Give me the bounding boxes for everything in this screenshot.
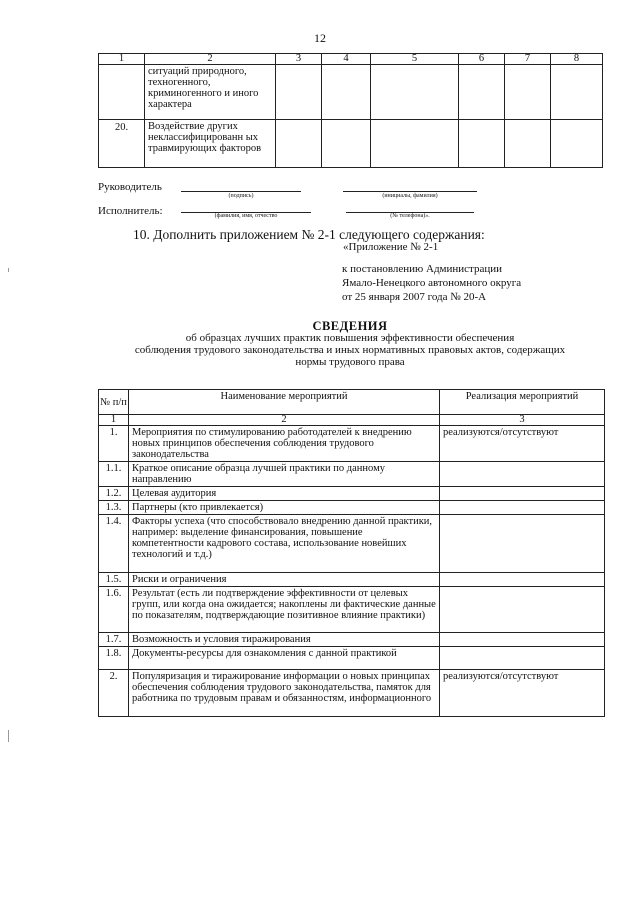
row-text: Воздействие других неклассифицированн ых травмирующих факторов — [145, 120, 276, 168]
header-cell: 6 — [459, 54, 505, 65]
executor-phone-caption: (№ телефона)». — [390, 213, 430, 219]
row-number: 1.4. — [99, 515, 129, 573]
practices-table — [98, 389, 605, 717]
document-subtitle — [90, 332, 610, 368]
table-row — [99, 515, 605, 573]
header-impl: Реализация мероприятий — [440, 390, 605, 415]
top-table-header — [99, 54, 603, 65]
row-impl — [440, 573, 605, 587]
top-table — [98, 53, 603, 168]
ref-line: к постановлению Администрации — [342, 263, 503, 275]
row-name: Результат (есть ли подтверждение эффективности от целевых групп, или когда она ожидается; накоплены ли фактические данные по показателям, подтверждающие позитивное влияние практики) — [129, 587, 440, 633]
executor-name-caption: (фамилия, имя, отчество — [214, 213, 278, 219]
header-cell: 5 — [371, 54, 459, 65]
scan-mark — [8, 730, 9, 742]
header-cell: 1 — [99, 54, 145, 65]
index-row — [99, 415, 605, 426]
row-name: Возможность и условия тиражирования — [129, 633, 440, 647]
row-impl: реализуются/отсутствуют — [440, 426, 605, 462]
row-number: 20. — [99, 120, 145, 168]
row-impl — [440, 501, 605, 515]
header-name: Наименование мероприятий — [129, 390, 440, 415]
row-name: Краткое описание образца лучшей практики по данному направлению — [129, 462, 440, 487]
signature-line — [343, 191, 477, 192]
header-cell: 4 — [322, 54, 371, 65]
index-cell: 3 — [440, 415, 605, 426]
head-label: Руководитель — [98, 181, 162, 193]
row-name: Документы-ресурсы для ознакомления с данной практикой — [129, 647, 440, 670]
row-impl — [440, 487, 605, 501]
row-number: 1.5. — [99, 573, 129, 587]
ref-line: Ямало-Ненецкого автономного округа — [342, 277, 522, 289]
subtitle-line: нормы трудового права — [295, 356, 405, 368]
table-row — [99, 647, 605, 670]
row-impl — [440, 515, 605, 573]
table-row — [99, 462, 605, 487]
subtitle-line: об образцах лучших практик повышения эффективности обеспечения — [185, 332, 515, 344]
row-name: Факторы успеха (что способствовало внедрению данной практики, например: выделение финансирования, повышение компетентности кадрового состава, использование новейших технологий и т.д.) — [129, 515, 440, 573]
header-cell: 2 — [145, 54, 276, 65]
row-impl — [440, 587, 605, 633]
row-number: 1.2. — [99, 487, 129, 501]
name-caption: (инициалы, фамилия) — [382, 193, 438, 199]
table-row — [99, 587, 605, 633]
row-number: 1.1. — [99, 462, 129, 487]
table-row — [99, 501, 605, 515]
appendix-title: «Приложение № 2-1 — [343, 241, 439, 253]
row-number: 1.3. — [99, 501, 129, 515]
index-cell: 1 — [99, 415, 129, 426]
subtitle-line: соблюдения трудового законодательства и иных нормативных правовых актов, содержащих — [134, 344, 566, 356]
scan-mark — [8, 268, 9, 272]
row-number: 1.7. — [99, 633, 129, 647]
table-row — [99, 487, 605, 501]
row-impl: реализуются/отсутствуют — [440, 670, 605, 717]
table-row — [99, 120, 603, 168]
header-cell: 7 — [505, 54, 551, 65]
supplement-instruction: 10. Дополнить приложением № 2-1 следующего содержания: — [133, 227, 485, 242]
row-text: ситуаций природного, техногенного, криминогенного и иного характера — [145, 65, 276, 120]
row-number: 1. — [99, 426, 129, 462]
row-name: Партнеры (кто привлекается) — [129, 501, 440, 515]
ref-line: от 25 января 2007 года № 20-А — [342, 291, 487, 303]
page-number: 12 — [314, 31, 326, 45]
header-cell: 8 — [551, 54, 603, 65]
table-row — [99, 633, 605, 647]
signature-line — [181, 191, 301, 192]
table-header — [99, 390, 605, 415]
appendix-reference — [342, 262, 521, 304]
row-number: 1.8. — [99, 647, 129, 670]
table-row — [99, 426, 605, 462]
header-cell: 3 — [276, 54, 322, 65]
table-row — [99, 573, 605, 587]
row-number — [99, 65, 145, 120]
table-row — [99, 670, 605, 717]
index-cell: 2 — [129, 415, 440, 426]
row-name: Риски и ограничения — [129, 573, 440, 587]
row-number: 2. — [99, 670, 129, 717]
table-row — [99, 65, 603, 120]
sign-caption: (подпись) — [228, 193, 254, 199]
row-name: Мероприятия по стимулированию работодателей к внедрению новых принципов обеспечения соблюдения трудового законодательства — [129, 426, 440, 462]
header-num: № п/п — [99, 390, 129, 415]
row-name: Целевая аудитория — [129, 487, 440, 501]
row-impl — [440, 633, 605, 647]
row-impl — [440, 462, 605, 487]
document-title: СВЕДЕНИЯ — [312, 319, 388, 333]
executor-label: Исполнитель: — [98, 205, 163, 217]
row-name: Популяризация и тиражирование информации о новых принципах обеспечения соблюдения трудового законодательства, памяток для работника по трудовым правам и обязанностям, информационного — [129, 670, 440, 717]
row-impl — [440, 647, 605, 670]
row-number: 1.6. — [99, 587, 129, 633]
